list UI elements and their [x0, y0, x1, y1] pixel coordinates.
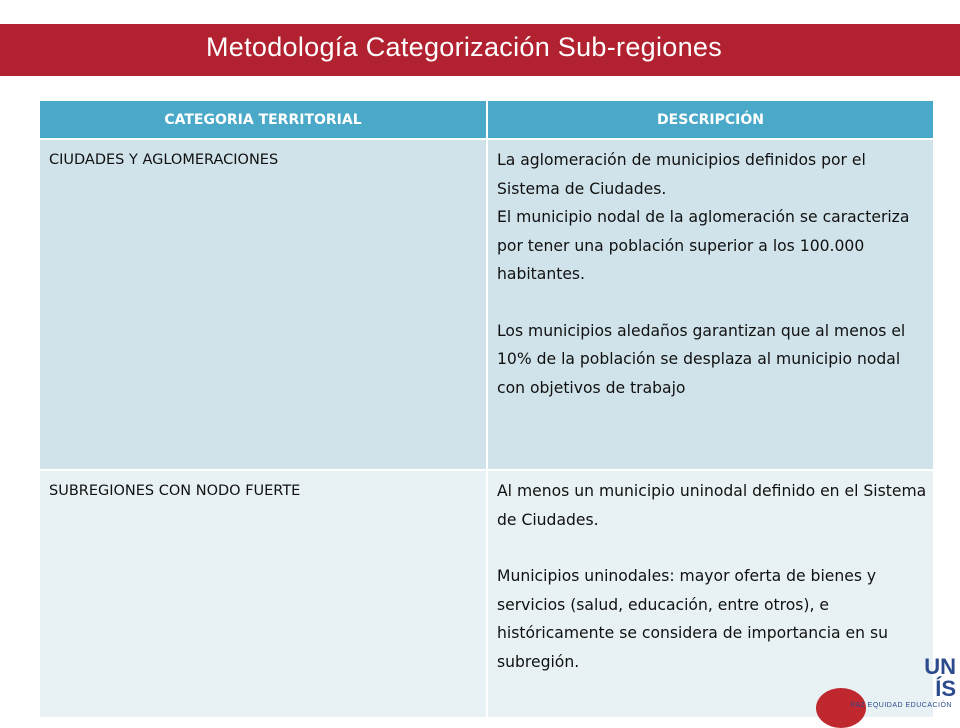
slide-title: Metodología Categorización Sub-regiones: [206, 32, 723, 62]
description-paragraph: El municipio nodal de la aglomeración se caracteriza por tener una población superior a los 100.000 habitantes.: [497, 208, 910, 283]
table-row: [40, 470, 933, 718]
institution-logo: [808, 652, 960, 720]
column-header-category: CATEGORIA TERRITORIAL: [40, 101, 487, 139]
logo-tagline: PAZ EQUIDAD EDUCACIÓN: [850, 702, 952, 709]
logo-wordmark-line: UN: [924, 654, 956, 679]
column-header-description: DESCRIPCIÓN: [487, 101, 933, 139]
description-cell: [487, 139, 933, 470]
description-paragraph: La aglomeración de municipios definidos por el Sistema de Ciudades.: [497, 151, 866, 198]
description-paragraph: Municipios uninodales: mayor oferta de bienes y servicios (salud, educación, entre otros), e históricamente se considera de importancia en su subregión.: [497, 567, 888, 671]
paragraph-spacer: [497, 534, 927, 562]
logo-wordmark-line: ÍS: [935, 676, 956, 701]
category-cell: SUBREGIONES CON NODO FUERTE: [40, 470, 487, 718]
table-row: [40, 139, 933, 470]
logo-wordmark: [924, 656, 956, 700]
description-paragraph: Al menos un municipio uninodal definido en el Sistema de Ciudades.: [497, 482, 927, 529]
category-cell: CIUDADES Y AGLOMERACIONES: [40, 139, 487, 470]
description-paragraph: Los municipios aledaños garantizan que al menos el 10% de la población se desplaza al municipio nodal con objetivos de trabajo: [497, 321, 906, 397]
table-header-row: [40, 101, 933, 139]
paragraph-spacer: [497, 289, 927, 317]
categorization-table: [40, 101, 933, 719]
title-bar: [0, 24, 960, 76]
